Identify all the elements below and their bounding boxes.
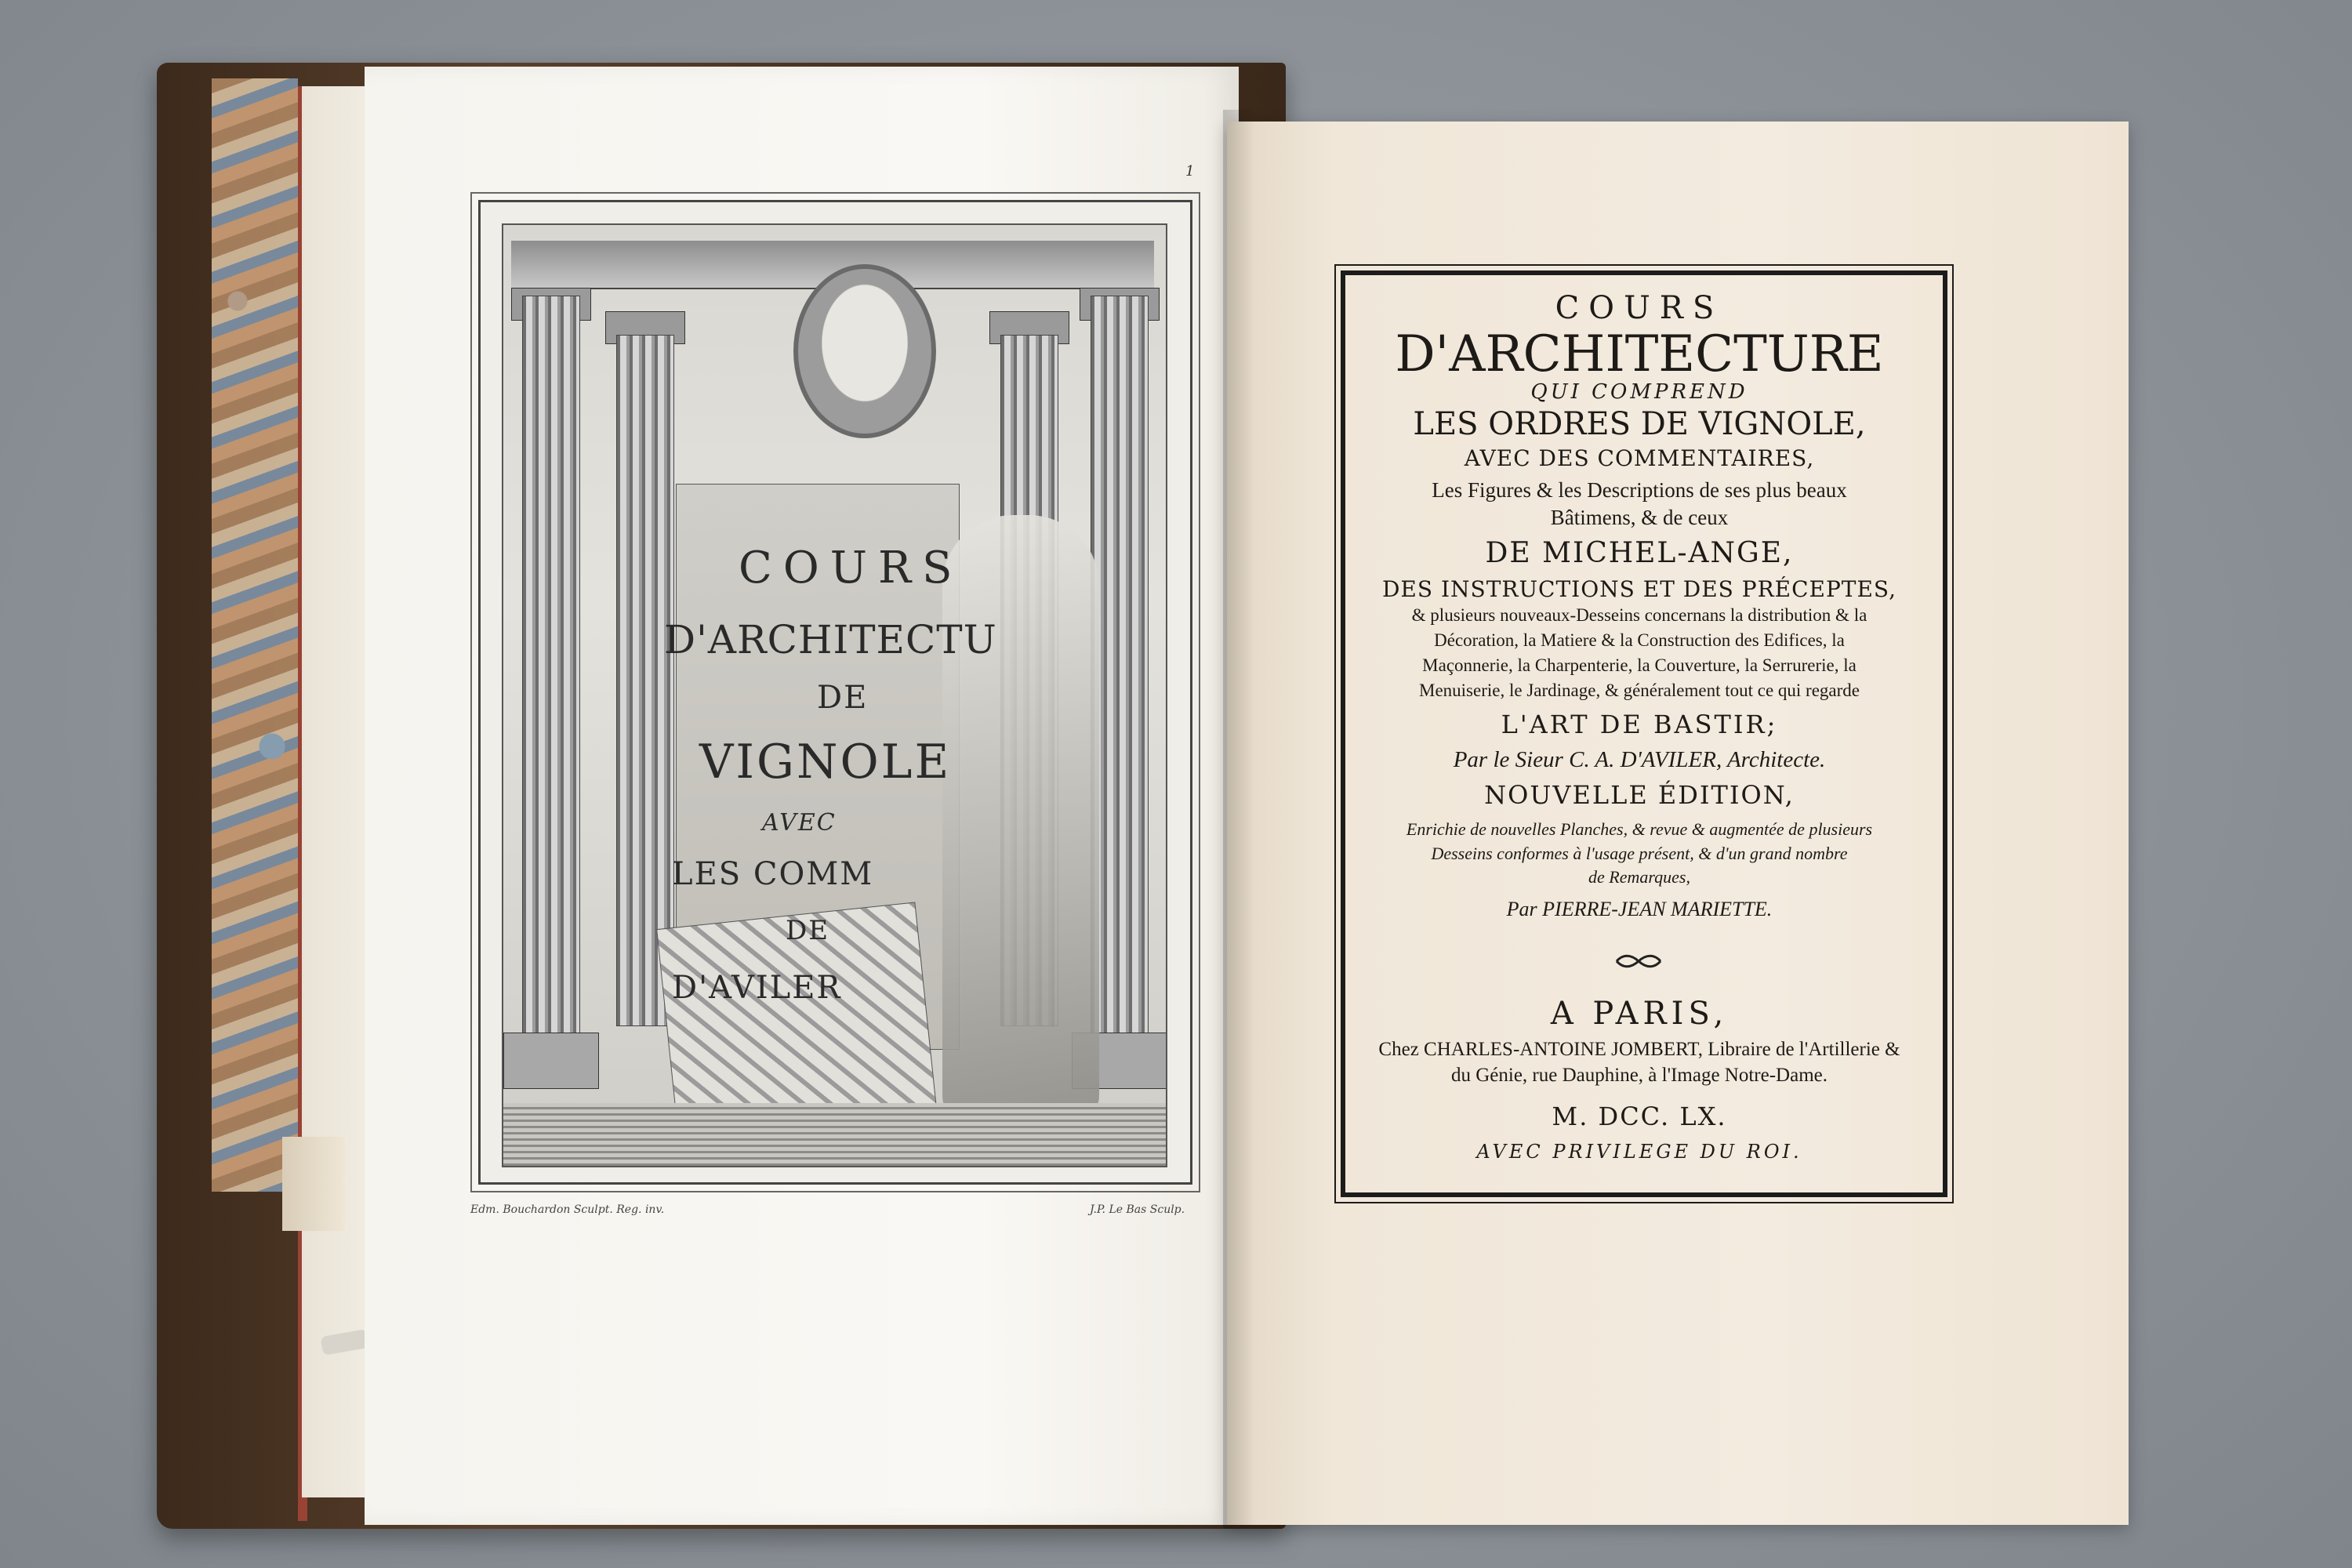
title-body-2: Décoration, la Matiere & la Construction des Edifices, la	[1434, 630, 1845, 650]
engraving	[502, 223, 1167, 1167]
column	[1091, 296, 1149, 1042]
plate-text-de-2: DE	[786, 915, 830, 946]
title-qui-comprend: QUI COMPREND	[1530, 380, 1748, 404]
title-cours: COURS	[1555, 290, 1724, 326]
page-number: 1	[1185, 163, 1195, 180]
title-year: M. DCC. LX.	[1552, 1102, 1727, 1131]
plate-text-cours: COURS	[739, 543, 964, 593]
title-architecture: D'ARCHITECTURE	[1395, 325, 1884, 383]
title-publisher-2: du Génie, rue Dauphine, à l'Image Notre-Dame.	[1450, 1065, 1828, 1086]
title-editor: Par PIERRE-JEAN MARIETTE.	[1506, 898, 1773, 920]
plate-text-vignole: VIGNOLE	[699, 735, 952, 789]
title-enrichie-2: Desseins conformes à l'usage présent, & d'un grand nombre	[1431, 844, 1848, 863]
engraved-ground	[503, 1103, 1166, 1166]
title-art-de-bastir: L'ART DE BASTIR;	[1501, 710, 1778, 739]
guard-leaf	[302, 86, 373, 1497]
portrait-medallion	[793, 264, 936, 438]
allegorical-figure	[942, 515, 1099, 1127]
plate-text-daviler: D'AVILER	[672, 970, 842, 1006]
title-enrichie-1: Enrichie de nouvelles Planches, & revue & augmentée de plusieurs	[1406, 819, 1873, 839]
title-body-1: & plusieurs nouveaux-Desseins concernans la distribution & la	[1411, 605, 1867, 625]
title-publisher-1: Chez CHARLES-ANTOINE JOMBERT, Libraire de l'Artillerie &	[1378, 1039, 1900, 1060]
title-city: A PARIS,	[1550, 996, 1729, 1032]
column	[616, 335, 674, 1026]
fleuron-ornament-icon	[1615, 953, 1662, 970]
engraver-credit-right: J.P. Le Bas Sculp.	[1090, 1203, 1185, 1216]
title-enrichie-3: de Remarques,	[1588, 867, 1690, 887]
column-base	[503, 1033, 599, 1089]
title-michel-ange: DE MICHEL-ANGE,	[1485, 537, 1794, 569]
title-body-4: Menuiserie, le Jardinage, & généralement tout ce qui regarde	[1419, 681, 1860, 700]
title-ordres: LES ORDRES DE VIGNOLE,	[1413, 406, 1866, 442]
title-author: Par le Sieur C. A. D'AVILER, Architecte.	[1453, 747, 1826, 772]
title-instructions: DES INSTRUCTIONS ET DES PRÉCEPTES,	[1381, 576, 1896, 602]
title-body-3: Maçonnerie, la Charpenterie, la Couverture, la Serrurerie, la	[1422, 655, 1857, 675]
title-commentaires: AVEC DES COMMENTAIRES,	[1464, 445, 1815, 471]
torn-leaf-fragment	[282, 1137, 345, 1231]
plate-text-architecture: D'ARCHITECTU	[664, 617, 997, 662]
engraver-credit-left: Edm. Bouchardon Sculpt. Reg. inv.	[470, 1203, 665, 1216]
column	[522, 296, 580, 1042]
plate-text-de: DE	[817, 680, 869, 716]
book-gutter	[1223, 110, 1254, 1529]
title-edition: NOUVELLE ÉDITION,	[1484, 780, 1795, 810]
plate-text-les-comm: LES COMM	[672, 856, 874, 892]
title-figures-2: Bâtimens, & de ceux	[1550, 506, 1729, 529]
plate-text-avec: AVEC	[762, 809, 837, 837]
title-figures-1: Les Figures & les Descriptions de ses plus beaux	[1432, 478, 1847, 502]
title-privilege: AVEC PRIVILEGE DU ROI.	[1476, 1141, 1802, 1163]
marbled-endpaper	[212, 78, 298, 1192]
